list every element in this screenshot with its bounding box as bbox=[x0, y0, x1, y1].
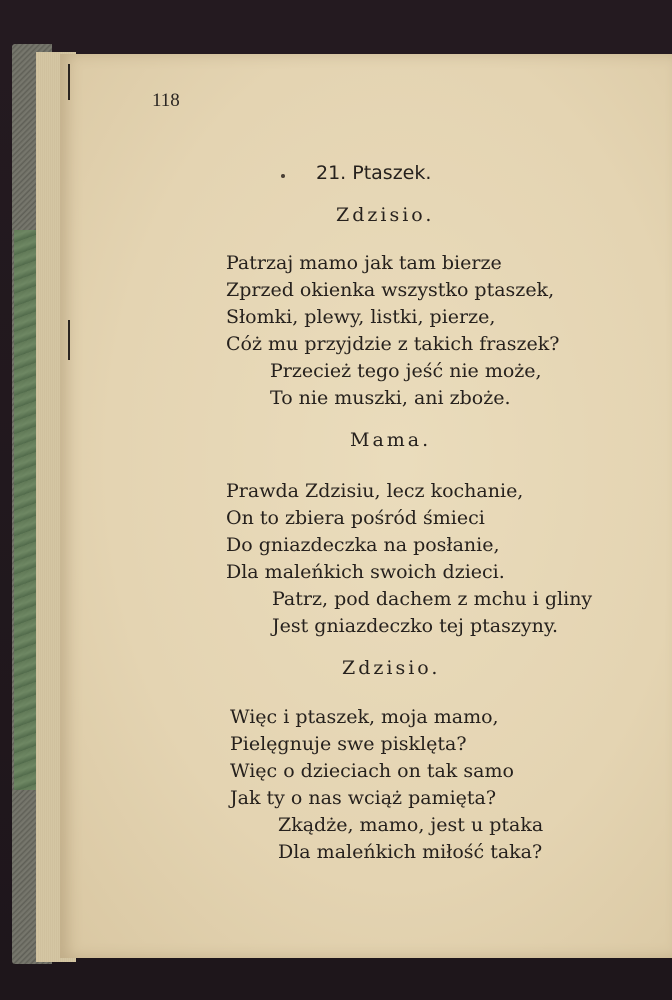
poem-line: Słomki, plewy, listki, pierze, bbox=[226, 306, 496, 328]
poem-line: Pielęgnuje swe pisklęta? bbox=[230, 733, 467, 755]
poem-line: Dla maleńkich miłość taka? bbox=[278, 841, 543, 863]
page-number: 118 bbox=[152, 90, 180, 111]
poem-line: Zprzed okienka wszystko ptaszek, bbox=[226, 279, 555, 301]
poem-line: On to zbiera pośród śmieci bbox=[226, 507, 485, 529]
poem-line: Przecież tego jeść nie może, bbox=[270, 360, 542, 382]
poem-line: Dla maleńkich swoich dzieci. bbox=[226, 561, 505, 583]
poem-line: Jak ty o nas wciąż pamięta? bbox=[230, 787, 497, 809]
binding-mark bbox=[68, 64, 70, 100]
speaker-label: Mama. bbox=[350, 429, 432, 451]
poem-line: Zkądże, mamo, jest u ptaka bbox=[278, 814, 544, 836]
poem-line: Patrz, pod dachem z mchu i gliny bbox=[272, 588, 593, 610]
speaker-label: Zdzisio. bbox=[336, 204, 435, 226]
poem-line: Więc o dzieciach on tak samo bbox=[230, 760, 514, 782]
poem-line: Jest gniazdeczko tej ptaszyny. bbox=[272, 615, 559, 637]
book-page bbox=[60, 54, 672, 958]
poem-line: Prawda Zdzisiu, lecz kochanie, bbox=[226, 480, 524, 502]
poem-title: 21. Ptaszek. bbox=[316, 162, 432, 184]
poem-line: Więc i ptaszek, moja mamo, bbox=[230, 706, 499, 728]
speaker-label: Zdzisio. bbox=[342, 657, 441, 679]
poem-line: To nie muszki, ani zboże. bbox=[270, 387, 511, 409]
poem-line: Patrzaj mamo jak tam bierze bbox=[226, 252, 502, 274]
poem-line: Do gniazdeczka na posłanie, bbox=[226, 534, 500, 556]
binding-mark bbox=[68, 320, 70, 360]
poem-line: Cóż mu przyjdzie z takich fraszek? bbox=[226, 333, 560, 355]
page-speck bbox=[281, 174, 285, 178]
